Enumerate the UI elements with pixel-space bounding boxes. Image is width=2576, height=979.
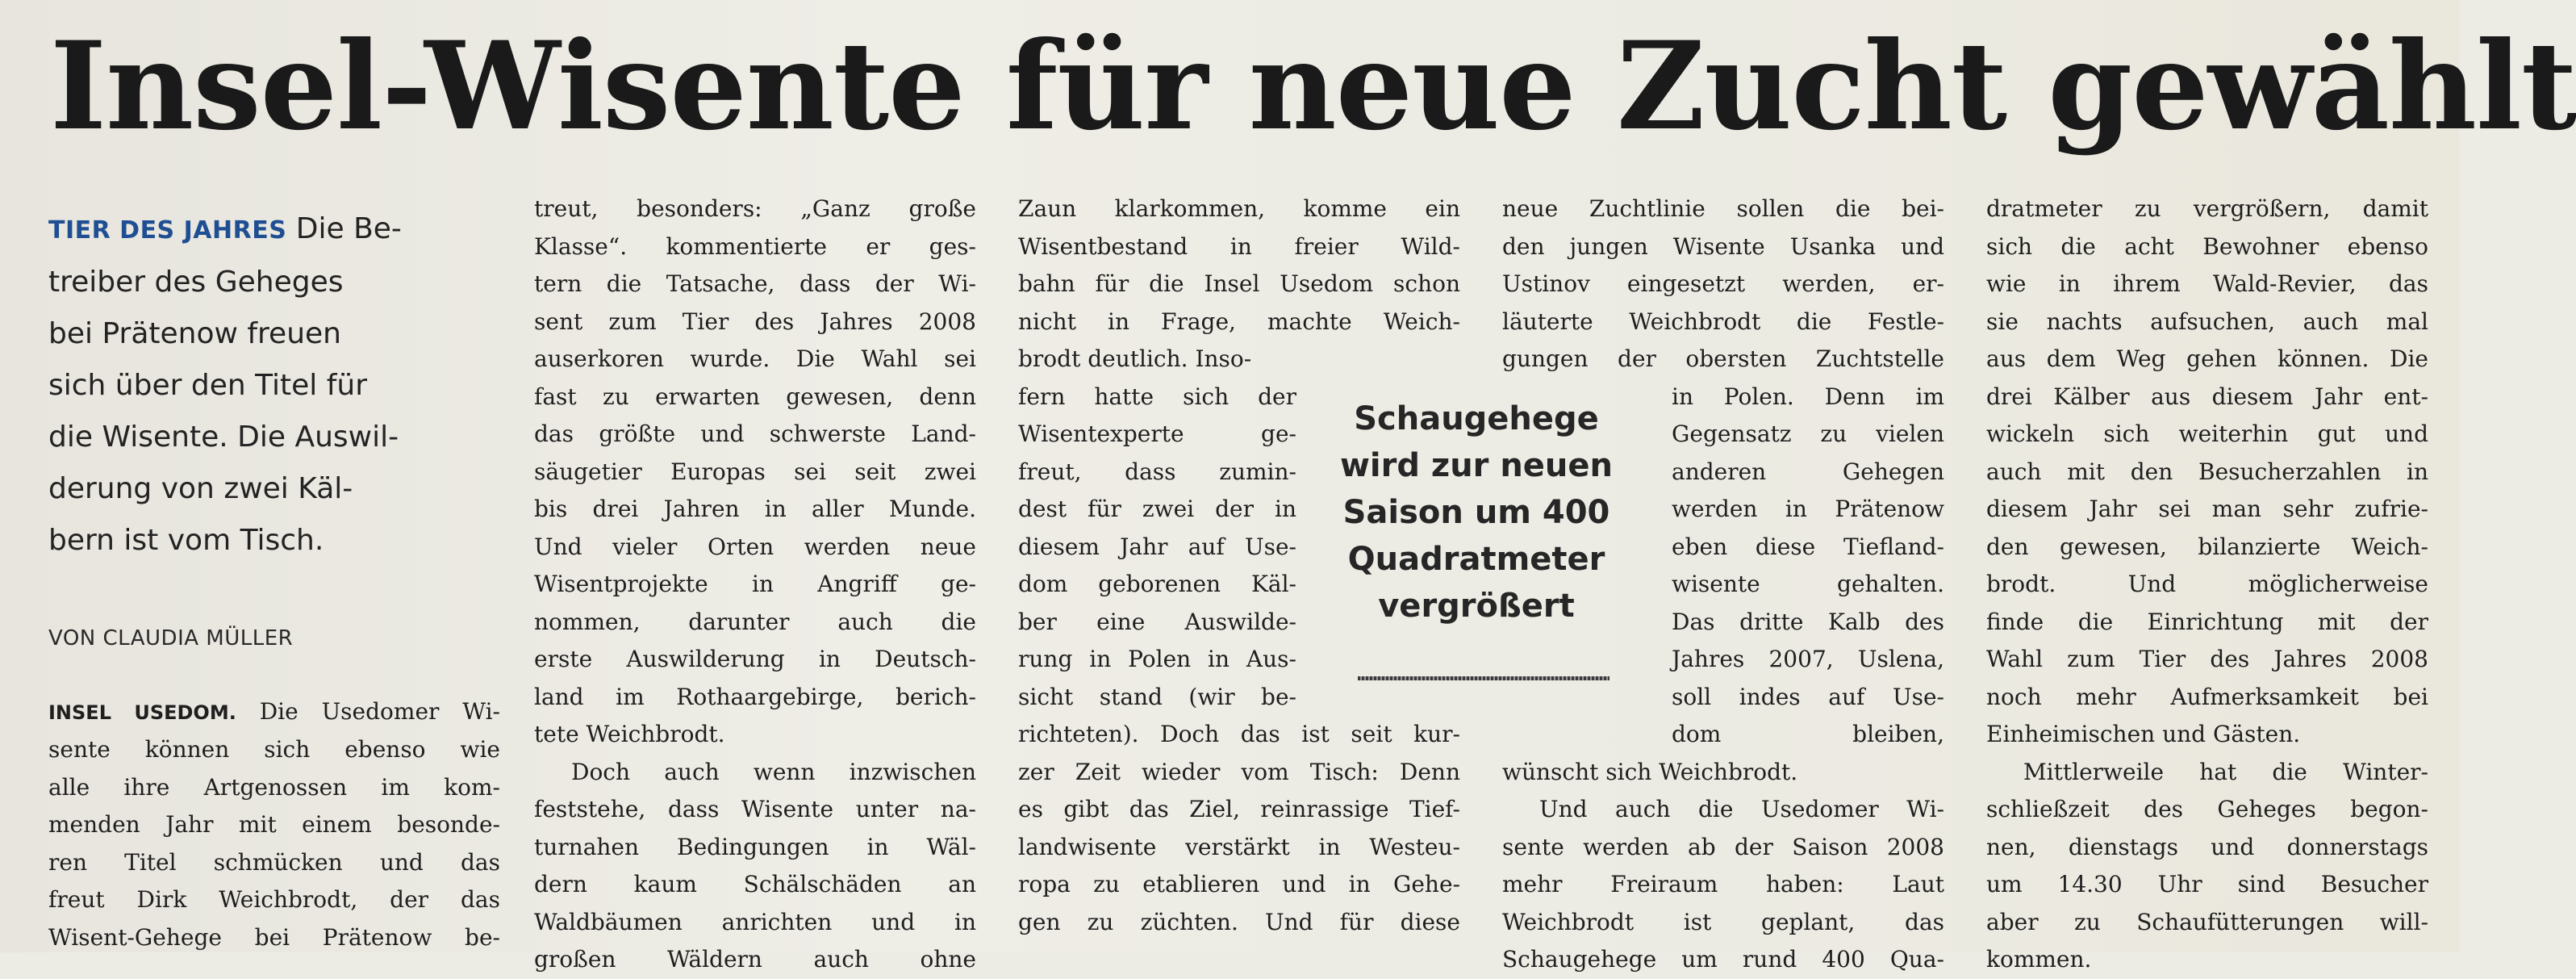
- column-3: Zaun klarkommen, komme ein Wisentbestand in freier Wild- bahn für die Insel Usedom schon nicht in Frage, machte Weich- brodt deutlich. Inso- fern hatte sich der Wisentexperte ge- freut, dass zumin- dest für zwei der in diesem Jahr auf Use- dom geborenen Käl- ber eine Auswilde- rung in Polen in Aus- sicht stand (wir be- richteten). Doch das ist seit kur- zer Zeit wieder vom Tisch: Denn es gibt das Ziel, reinrassige Tief- landwisente verstärkt in Westeu- ropa zu etablieren und in Gehe- gen zu züchten. Und für diese: [1018, 195, 1460, 935]
- column-3-narrow: fern hatte sich der Wisentexperte ge- freut, dass zumin- dest für zwei der in diesem Jahr auf Use- dom geborenen Käl- ber eine Auswilde- rung in Polen in Aus- sicht stand (wir be-: [1018, 383, 1296, 710]
- kicker-label: TIER DES JAHRES: [48, 216, 287, 245]
- column-1: [48, 200, 500, 956]
- column-4: neue Zuchtlinie sollen die bei- den jungen Wisente Usanka und Ustinov eingesetzt werden, er- läuterte Weichbrodt die Festle- gungen der obersten Zuchtstelle in Polen. Denn im Gegensatz zu vielen anderen Gehegen werden in Prätenow eben diese Tiefland- wisente gehalten. Das dritte Kalb des Jahres 2007, Uslena, soll indes auf Use- dom bleiben, wünscht sich Weichbrodt. Und auch die Usedomer Wi- sente werden ab der Saison 2008 mehr Freiraum haben: Laut Weichbrodt ist geplant, das Schaugehege um rund 400 Qua-: [1502, 195, 1944, 973]
- body-column-1: INSEL USEDOM. Die Usedomer Wi- sente können sich ebenso wie alle ihre Artgenossen im kom- menden Jahr mit einem besonde- ren Titel schmücken und das freut Dirk Weichbrodt, der das Wisent-Gehege bei Prätenow be-: [48, 697, 500, 951]
- pull-quote: Schaugehege wird zur neuen Saison um 400 Quadratmeter vergrößert: [1339, 400, 1614, 625]
- column-5: dratmeter zu vergrößern, damit sich die acht Bewohner ebenso wie in ihrem Wald-Revier, das sie nachts aufsuchen, auch mal aus dem Weg gehen können. Die drei Kälber aus diesem Jahr ent- wickeln sich weiterhin gut und auch mit den Besucherzahlen in diesem Jahr sei man sehr zufrie- den gewesen, bilanzierte Weich- brodt. Und möglicherweise finde die Einrichtung mit der Wahl zum Tier des Jahres 2008 noch mehr Aufmerksamkeit bei Einheimischen und Gästen. Mittlerweile hat die Winter- schließzeit des Geheges begon- nen, dienstags und donnerstags um 14.30 Uhr sind Besucher aber zu Schaufütterungen will- kommen.: [1986, 195, 2428, 973]
- dateline: INSEL USEDOM.: [48, 701, 236, 724]
- column-2: treut, besonders: „Ganz große Klasse“. kommentierte er ges- tern die Tatsache, dass der Wi- sent zum Tier des Jahres 2008 auserkoren wurde. Die Wahl sei fast zu erwarten gewesen, denn das größte und schwerste Land- säugetier Europas sei seit zwei bis drei Jahren in aller Munde. Und vieler Orten werden neue Wisentprojekte in Angriff ge- nommen, darunter auch die erste Auswilderung in Deutsch- land im Rothaargebirge, berich- tete Weichbrodt. Doch auch wenn inzwischen feststehe, dass Wisente unter na- turnahen Bedingungen in Wäl- dern kaum Schälschäden an Waldbäumen anrichten und in großen Wäldern auch ohne: [534, 195, 976, 973]
- lead-paragraph: TIER DES JAHRES Die Be- treiber des Geheges bei Prätenow freuen sich über den Titel für die Wisente. Die Auswil- derung von zwei Käl- bern ist vom Tisch.: [48, 212, 402, 557]
- byline: VON CLAUDIA MÜLLER: [48, 626, 294, 651]
- column-4-narrow: in Polen. Denn im Gegensatz zu vielen anderen Gehegen werden in Prätenow eben diese Tiefland- wisente gehalten. Das dritte Kalb des Jahres 2007, Uslena, soll indes auf Use- dom bleiben,: [1672, 383, 1944, 747]
- headline: Insel-Wisente für neue Zucht gewählt: [50, 15, 2576, 157]
